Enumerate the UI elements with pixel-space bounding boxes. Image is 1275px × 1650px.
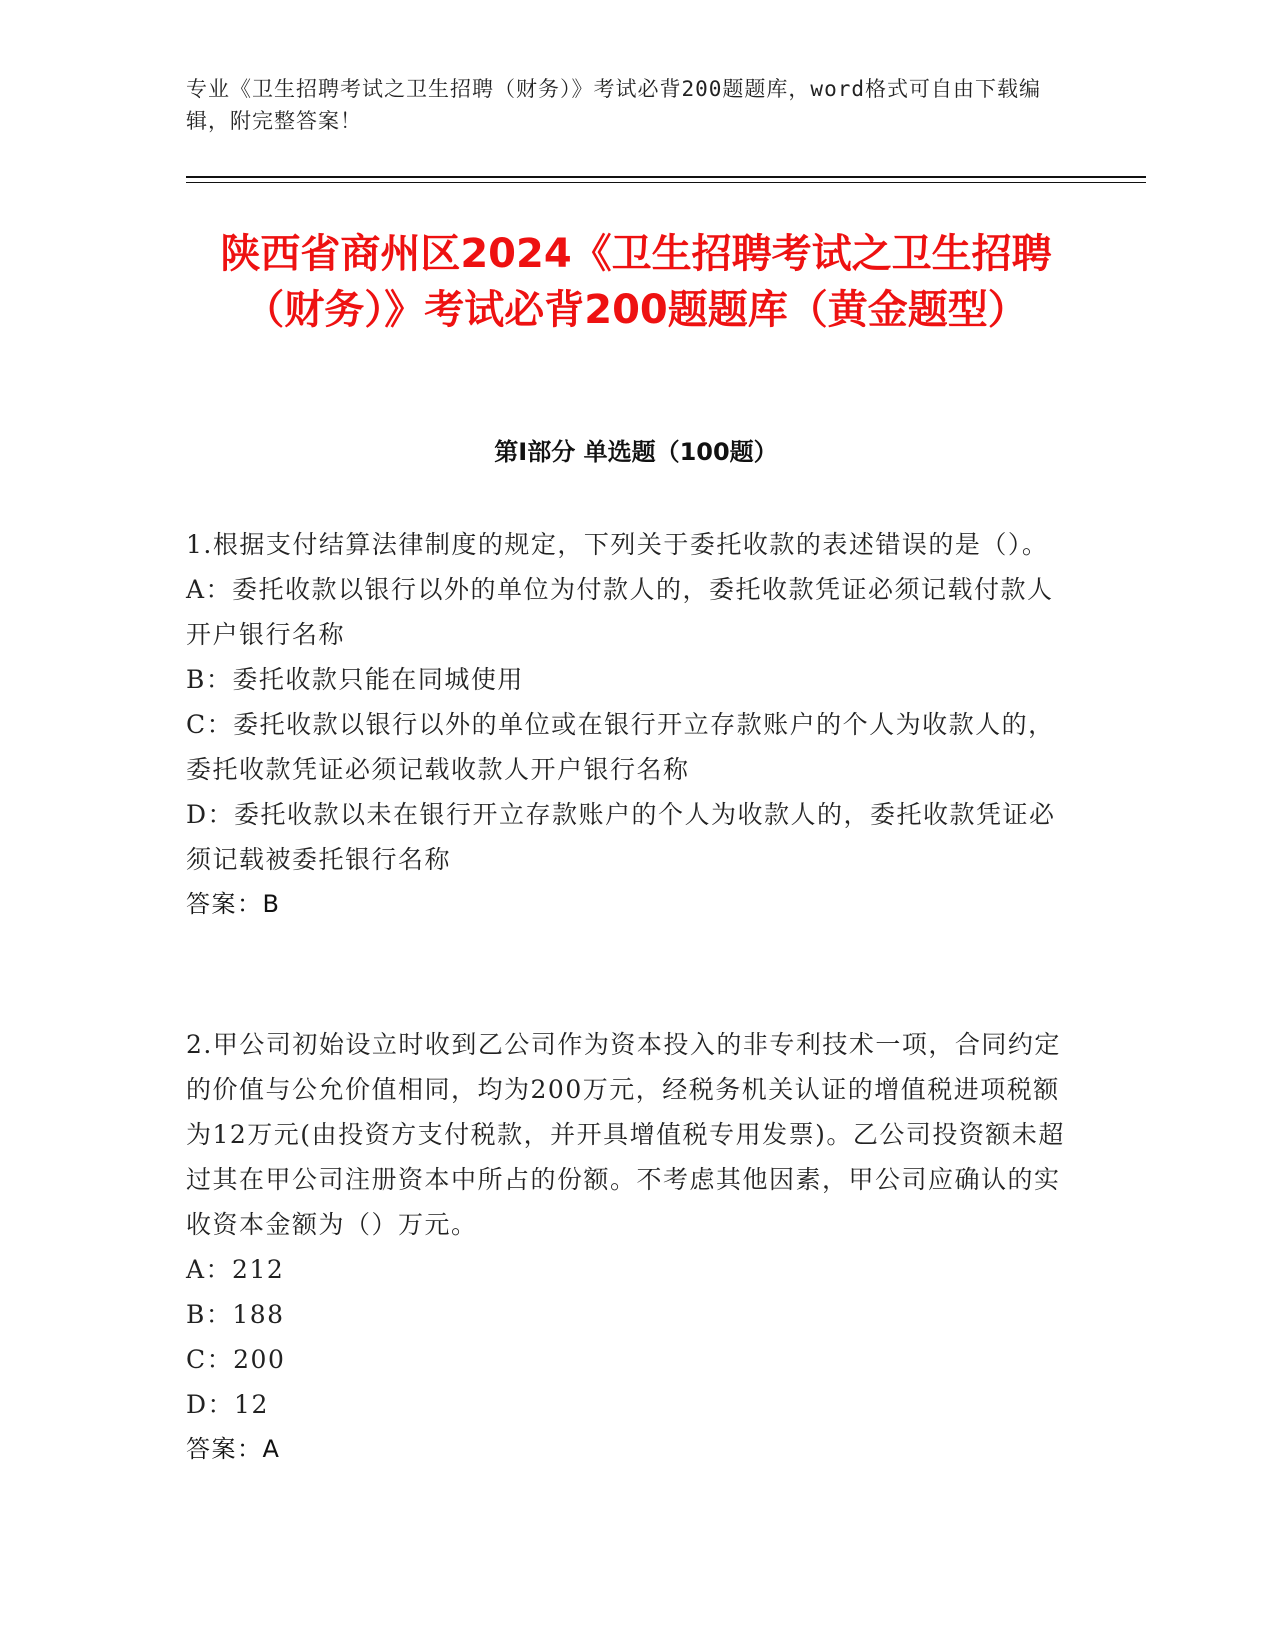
answer-line: 答案：A — [186, 1435, 281, 1463]
section-title: 第I部分 单选题（100题） — [494, 438, 778, 466]
document-title: 陕西省商州区2024《卫生招聘考试之卫生招聘（财务）》考试必背200题题库（黄金题型） — [220, 231, 1052, 333]
option-a: A：委托收款以银行以外的单位为付款人的，委托收款凭证必须记载付款人开户银行名称 — [186, 575, 1054, 649]
question-stem: 1.根据支付结算法律制度的规定，下列关于委托收款的表述错误的是（）。 — [186, 530, 1049, 559]
option-c: C：委托收款以银行以外的单位或在银行开立存款账户的个人为收款人的，委托收款凭证必须记载收款人开户银行名称 — [186, 710, 1055, 784]
header-divider-thin — [186, 182, 1146, 183]
question-1 — [186, 522, 1066, 927]
question-stem: 2.甲公司初始设立时收到乙公司作为资本投入的非专利技术一项，合同约定的价值与公允价值相同，均为200万元，经税务机关认证的增值税进项税额为12万元(由投资方支付税款，并开具增值税专用发票)。乙公司投资额未超过其在甲公司注册资本中所占的份额。不考虑其他因素，甲公司应确认的实收资本金额为（）万元。 — [186, 1030, 1065, 1239]
answer-line: 答案：B — [186, 890, 281, 918]
option-c: C：200 — [186, 1345, 286, 1374]
header-divider-thick — [186, 176, 1146, 178]
question-2 — [186, 1022, 1066, 1472]
option-b: B：188 — [186, 1300, 285, 1329]
option-d: D：12 — [186, 1390, 269, 1419]
option-b: B：委托收款只能在同城使用 — [186, 665, 524, 694]
option-a: A：212 — [186, 1255, 285, 1284]
option-d: D：委托收款以未在银行开立存款账户的个人为收款人的，委托收款凭证必须记载被委托银行名称 — [186, 800, 1056, 874]
header-note: 专业《卫生招聘考试之卫生招聘（财务）》考试必背200题题库，word格式可自由下载编辑，附完整答案！ — [186, 77, 1041, 133]
